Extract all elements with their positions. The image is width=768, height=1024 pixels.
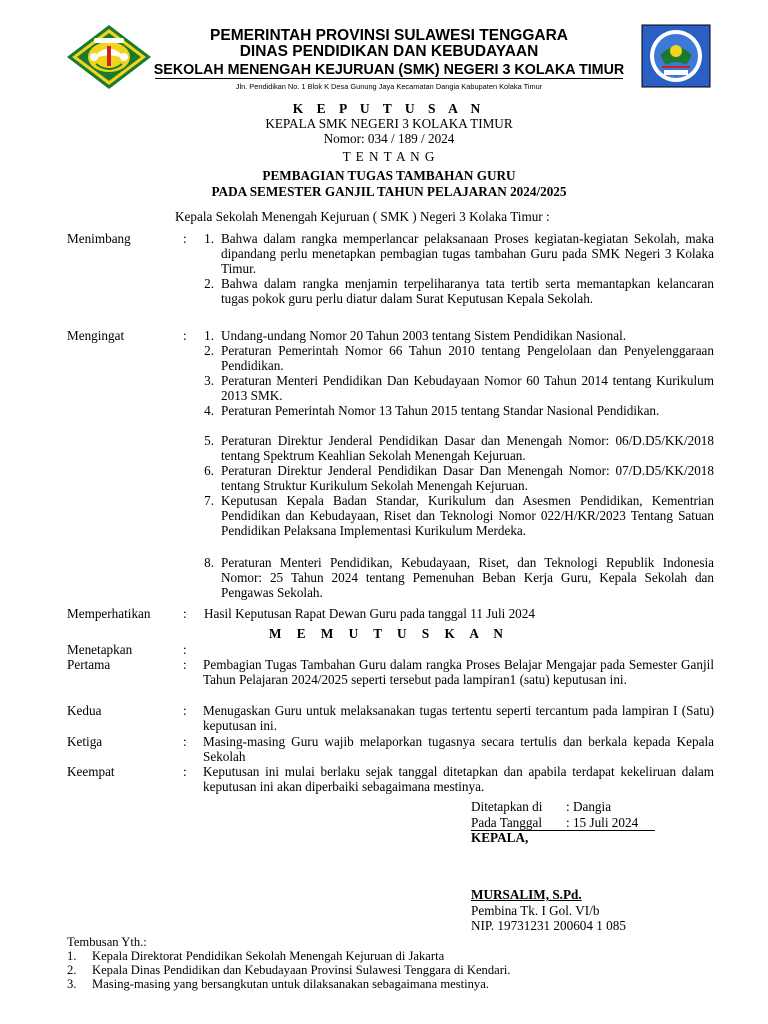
- decision-colon: :: [183, 657, 187, 672]
- decision-colon: :: [183, 703, 187, 718]
- document-title: K E P U T U S A N: [292, 101, 486, 116]
- letterhead-school: SEKOLAH MENENGAH KEJURUAN (SMK) NEGERI 3 KOLAKA TIMUR: [153, 62, 625, 78]
- list-number: 5.: [204, 433, 214, 448]
- memutuskan-heading: M E M U T U S K A N: [269, 626, 509, 641]
- list-item: Peraturan Direktur Jenderal Pendidikan Dasar dan Menengah Nomor: 06/D.D5/KK/2018 tentang Spektrum Keahlian Sekolah Menengah Kejuruan.: [221, 433, 714, 464]
- letterhead-address: Jln. Pendidikan No. 1 Blok K Desa Gunung Jaya Kecamatan Dangia Kabupaten Kolaka Timur: [235, 82, 543, 91]
- subject-line-1: PEMBAGIAN TUGAS TAMBAHAN GURU: [262, 168, 516, 183]
- decision-label: Kedua: [67, 703, 102, 718]
- intro-line: Kepala Sekolah Menengah Kejuruan ( SMK ) Negeri 3 Kolaka Timur :: [175, 209, 550, 224]
- letterhead: [0, 0, 768, 96]
- list-item: Keputusan Kepala Badan Standar, Kurikulum dan Asesmen Pendidikan, Kementrian Pendidikan dan Kebudayaan, Riset dan Teknologi Nomor 022/H/KR/2023 Tentang Satuan Pendidikan Pelaksana Implementasi Kurikulum Merdeka.: [221, 493, 714, 539]
- letterhead-divider: [155, 78, 623, 79]
- letterhead-government: PEMERINTAH PROVINSI SULAWESI TENGGARA: [210, 27, 568, 44]
- decision-text: Keputusan ini mulai berlaku sejak tanggal ditetapkan dan apabila terdapat kekeliruan dalam keputusan ini akan diperbaiki sebagaimana mestinya.: [203, 764, 714, 795]
- list-number: 1.: [67, 949, 77, 963]
- decision-text: Menugaskan Guru untuk melaksanakan tugas tertentu seperti tercantum pada lampiran I (Satu) keputusan ini.: [203, 703, 714, 734]
- date-value: : 15 Juli 2024: [566, 815, 639, 830]
- list-number: 8.: [204, 555, 214, 570]
- menetapkan-colon: :: [183, 642, 187, 657]
- list-number: 2.: [204, 343, 214, 358]
- tentang-heading: T E N T A N G: [342, 149, 436, 164]
- document-issuer: KEPALA SMK NEGERI 3 KOLAKA TIMUR: [265, 116, 513, 131]
- list-item: Peraturan Pemerintah Nomor 66 Tahun 2010 tentang Pengelolaan dan Penyelenggaraan Pendidikan.: [221, 343, 714, 374]
- list-number: 4.: [204, 403, 214, 418]
- decision-text: Masing-masing Guru wajib melaporkan tugasnya secara tertulis dan berkala kepada Kepala Sekolah: [203, 734, 714, 765]
- signatory-name: MURSALIM, S.Pd.: [471, 887, 582, 902]
- menetapkan-label: Menetapkan: [67, 642, 133, 657]
- list-number: 3.: [67, 977, 77, 991]
- place-label: Ditetapkan di: [471, 799, 543, 814]
- list-item: Bahwa dalam rangka memperlancar pelaksanaan Proses kegiatan-kegiatan Sekolah, maka dipandang perlu menetapkan pembagian tugas tambahan Guru pada SMK Negeri 3 Kolaka Timur.: [221, 231, 714, 277]
- signatory-rank: Pembina Tk. I Gol. VI/b: [471, 903, 600, 918]
- decision-colon: :: [183, 734, 187, 749]
- list-number: 1.: [204, 328, 214, 343]
- decision-label: Ketiga: [67, 734, 103, 749]
- list-item: Peraturan Pemerintah Nomor 13 Tahun 2015 tentang Standar Nasional Pendidikan.: [221, 403, 660, 418]
- mengingat-colon: :: [183, 328, 187, 343]
- memperhatikan-text: Hasil Keputusan Rapat Dewan Guru pada tanggal 11 Juli 2024: [204, 606, 535, 621]
- list-item: Bahwa dalam rangka menjamin terpeliharanya tata tertib serta memantapkan kelancaran tugas pokok guru perlu diatur dalam Surat Keputusan Kepala Sekolah.: [221, 276, 714, 307]
- list-item: Undang-undang Nomor 20 Tahun 2003 tentang Sistem Pendidikan Nasional.: [221, 328, 627, 343]
- signatory-position: KEPALA,: [471, 830, 529, 845]
- place-value: : Dangia: [566, 799, 612, 814]
- subject-line-2: PADA SEMESTER GANJIL TAHUN PELAJARAN 2024/2025: [211, 184, 567, 199]
- school-emblem-icon: [640, 23, 712, 89]
- list-number: 1.: [204, 231, 214, 246]
- list-number: 7.: [204, 493, 214, 508]
- signatory-nip: NIP. 19731231 200604 1 085: [471, 918, 626, 933]
- list-number: 2.: [67, 963, 77, 977]
- menimbang-label: Menimbang: [67, 231, 131, 246]
- list-item: Masing-masing yang bersangkutan untuk dilaksanakan sebagaimana mestinya.: [92, 977, 489, 991]
- decision-text: Pembagian Tugas Tambahan Guru dalam rangka Proses Belajar Mengajar pada Semester Ganjil Tahun Pelajaran 2024/2025 seperti tersebut pada lampiran1 (satu) keputusan ini.: [203, 657, 714, 688]
- decision-label: Keempat: [67, 764, 115, 779]
- letterhead-department: DINAS PENDIDIKAN DAN KEBUDAYAAN: [239, 43, 539, 60]
- list-number: 6.: [204, 463, 214, 478]
- date-label: Pada Tanggal: [471, 815, 542, 830]
- list-item: Peraturan Direktur Jenderal Pendidikan Dasar Dan Menengah Nomor: 07/D.D5/KK/2018 tentang Struktur Kurikulum Sekolah Menengah Kejuruan.: [221, 463, 714, 494]
- list-item: Peraturan Menteri Pendidikan Dan Kebudayaan Nomor 60 Tahun 2014 tentang Kurikulum 2013 SMK.: [221, 373, 714, 404]
- list-number: 3.: [204, 373, 214, 388]
- mengingat-label: Mengingat: [67, 328, 125, 343]
- list-item: Kepala Direktorat Pendidikan Sekolah Menengah Kejuruan di Jakarta: [92, 949, 445, 963]
- tembusan-title: Tembusan Yth.:: [67, 935, 147, 949]
- list-item: Kepala Dinas Pendidikan dan Kebudayaan Provinsi Sulawesi Tenggara di Kendari.: [92, 963, 511, 977]
- list-item: Peraturan Menteri Pendidikan, Kebudayaan, Riset, dan Teknologi Republik Indonesia Nomor: 25 Tahun 2024 tentang Pemenuhan Beban Kerja Guru, Kepala Sekolah dan Pengawas Sekolah.: [221, 555, 714, 601]
- list-number: 2.: [204, 276, 214, 291]
- decision-label: Pertama: [67, 657, 111, 672]
- provincial-emblem-icon: [66, 24, 152, 90]
- menimbang-colon: :: [183, 231, 187, 246]
- memperhatikan-colon: :: [183, 606, 187, 621]
- decision-colon: :: [183, 764, 187, 779]
- memperhatikan-label: Memperhatikan: [67, 606, 151, 621]
- document-number: Nomor: 034 / 189 / 2024: [323, 131, 455, 146]
